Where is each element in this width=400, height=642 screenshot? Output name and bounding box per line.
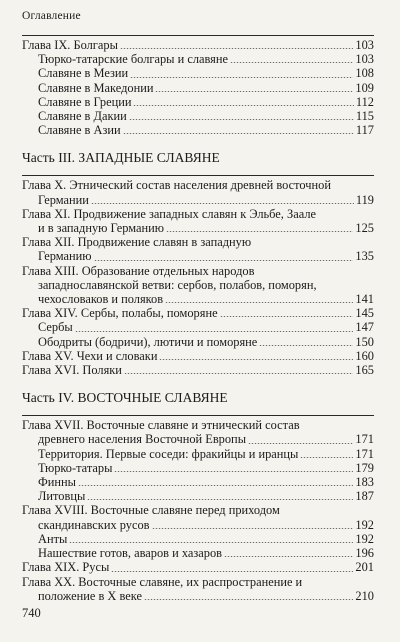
- toc-entry-page: 171: [355, 446, 374, 461]
- dot-leader: [94, 260, 354, 261]
- toc-entry-title: Глава XVI. Поляки: [22, 363, 122, 378]
- running-head: Оглавление: [22, 10, 81, 22]
- toc-entry-page: 117: [355, 123, 374, 138]
- toc-entry-title: чехословаков и поляков: [38, 292, 164, 307]
- toc-entry-page: 183: [355, 475, 374, 490]
- toc-entry: [22, 221, 374, 235]
- toc-entry-page: 179: [355, 460, 374, 475]
- dot-leader: [124, 373, 353, 374]
- toc-entry-line: Глава XI. Продвижение западных славян к Эльбе, Заале: [22, 206, 317, 221]
- dot-leader: [123, 133, 354, 134]
- toc-entry-title: Глава IX. Болгары: [22, 38, 118, 52]
- toc-entry-page: 108: [355, 66, 374, 81]
- toc-entry-title: Тюрко-татары: [38, 460, 113, 475]
- toc-entry: [22, 489, 374, 503]
- toc-entry-page: 147: [355, 320, 374, 335]
- dot-leader: [166, 231, 353, 232]
- table-of-contents: [22, 35, 374, 603]
- section-rule: [22, 415, 374, 416]
- toc-entry-title: древнего населения Восточной Европы: [38, 432, 247, 447]
- toc-entry-title: Славяне в Дакии: [38, 109, 127, 124]
- dot-leader: [129, 119, 354, 120]
- dot-leader: [159, 359, 353, 360]
- toc-entry-title: Славяне в Македонии: [38, 80, 154, 95]
- toc-entry-page: 109: [355, 80, 374, 95]
- toc-entry: [22, 292, 374, 306]
- toc-entry-page: 103: [355, 38, 374, 52]
- toc-entry-title: Нашествие готов, аваров и хазаров: [38, 546, 223, 561]
- toc-entry-title: Глава XIX. Русы: [22, 560, 110, 575]
- toc-entry: [22, 432, 374, 446]
- toc-entry: [22, 66, 374, 80]
- toc-entry-page: 196: [355, 546, 374, 561]
- toc-entry-line: Глава XII. Продвижение славян в западную: [22, 235, 252, 250]
- toc-entry-page: 210: [355, 588, 374, 603]
- toc-entry: [22, 518, 374, 532]
- toc-entry-title: Глава XIV. Сербы, полабы, поморяне: [22, 306, 218, 321]
- dot-leader: [144, 599, 353, 600]
- toc-entry: [22, 363, 374, 377]
- toc-entry-page: 119: [355, 192, 374, 207]
- toc-entry: [22, 589, 374, 603]
- toc-entry: [22, 335, 374, 349]
- toc-entry-page: 145: [355, 306, 374, 321]
- dot-leader: [69, 542, 353, 543]
- section-rule: [22, 35, 374, 36]
- toc-entry: [22, 532, 374, 546]
- toc-entry-page: 141: [355, 292, 374, 307]
- dot-leader: [300, 457, 353, 458]
- dot-leader: [120, 48, 354, 49]
- toc-entry-title: Глава XV. Чехи и словаки: [22, 348, 158, 363]
- dot-leader: [75, 331, 354, 332]
- toc-entry-page: 103: [355, 52, 374, 67]
- dot-leader: [259, 345, 353, 346]
- toc-entry-line: Глава XIII. Образование отдельных народов: [22, 263, 255, 278]
- dot-leader: [114, 471, 353, 472]
- part-heading: Часть IV. ВОСТОЧНЫЕ СЛАВЯНЕ: [22, 390, 228, 406]
- toc-entry: [22, 193, 374, 207]
- toc-entry-page: 160: [355, 348, 374, 363]
- toc-entry: [22, 447, 374, 461]
- dot-leader: [87, 499, 353, 500]
- toc-entry-page: 112: [355, 94, 374, 109]
- dot-leader: [78, 485, 353, 486]
- dot-leader: [111, 571, 353, 572]
- toc-entry-page: 150: [355, 334, 374, 349]
- toc-entry-page: 201: [355, 560, 374, 575]
- dot-leader: [133, 105, 353, 106]
- toc-entry: [22, 123, 374, 137]
- toc-entry: [22, 306, 374, 320]
- toc-entry-title: Германии: [38, 192, 89, 207]
- toc-entry: [22, 52, 374, 66]
- toc-entry-title: положение в X веке: [38, 588, 142, 603]
- toc-entry: [22, 81, 374, 95]
- toc-entry-title: Германию: [38, 249, 92, 264]
- toc-entry: [22, 38, 374, 52]
- dot-leader: [152, 528, 354, 529]
- toc-entry-page: 192: [355, 517, 374, 532]
- toc-entry: [22, 461, 374, 475]
- toc-entry-page: 192: [355, 531, 374, 546]
- toc-entry-title: Славяне в Мезии: [38, 66, 129, 81]
- toc-entry-page: 171: [355, 432, 374, 447]
- toc-entry-line: западнославянской ветви: сербов, полабов, поморян,: [38, 277, 317, 292]
- toc-entry: [22, 546, 374, 560]
- dot-leader: [220, 316, 354, 317]
- toc-entry-title: Славяне в Греции: [38, 94, 132, 109]
- toc-entry-page: 115: [355, 109, 374, 124]
- dot-leader: [224, 556, 353, 557]
- toc-entry-title: Анты: [38, 531, 68, 546]
- toc-entry-page: 165: [355, 363, 374, 378]
- toc-entry-line: Глава XX. Восточные славяне, их распространение и: [22, 574, 303, 589]
- toc-entry-title: Финны: [38, 475, 77, 490]
- toc-entry-page: 187: [355, 489, 374, 504]
- toc-entry-title: Литовцы: [38, 489, 86, 504]
- toc-entry-title: и в западную Германию: [38, 221, 165, 236]
- toc-entry: [22, 109, 374, 123]
- toc-entry: [22, 349, 374, 363]
- dot-leader: [130, 77, 353, 78]
- toc-entry: [22, 95, 374, 109]
- toc-entry-line: Глава XVII. Восточные славяне и этнический состав: [22, 418, 300, 433]
- toc-entry-title: Территория. Первые соседи: фракийцы и иранцы: [38, 446, 299, 461]
- toc-entry-page: 135: [355, 249, 374, 264]
- toc-entry-title: скандинавских русов: [38, 517, 150, 532]
- toc-entry-title: Славяне в Азии: [38, 123, 121, 138]
- toc-entry: [22, 560, 374, 574]
- toc-entry-title: Ободриты (бодричи), лютичи и поморяне: [38, 334, 258, 349]
- dot-leader: [155, 91, 353, 92]
- toc-entry-line: Глава XVIII. Восточные славяне перед приходом: [22, 503, 280, 518]
- toc-entry: [22, 475, 374, 489]
- section-rule: [22, 175, 374, 176]
- toc-entry-line: Глава X. Этнический состав населения древней восточной: [22, 178, 331, 193]
- toc-entry-title: Сербы: [38, 320, 73, 335]
- dot-leader: [248, 443, 353, 444]
- dot-leader: [165, 302, 353, 303]
- toc-entry: [22, 249, 374, 263]
- toc-entry-title: Тюрко-татарские болгары и славяне: [38, 52, 229, 67]
- toc-entry: [22, 320, 374, 334]
- dot-leader: [91, 203, 354, 204]
- toc-entry-page: 125: [355, 221, 374, 236]
- dot-leader: [230, 62, 353, 63]
- page-number: 740: [22, 606, 41, 620]
- part-heading: Часть III. ЗАПАДНЫЕ СЛАВЯНЕ: [22, 150, 220, 166]
